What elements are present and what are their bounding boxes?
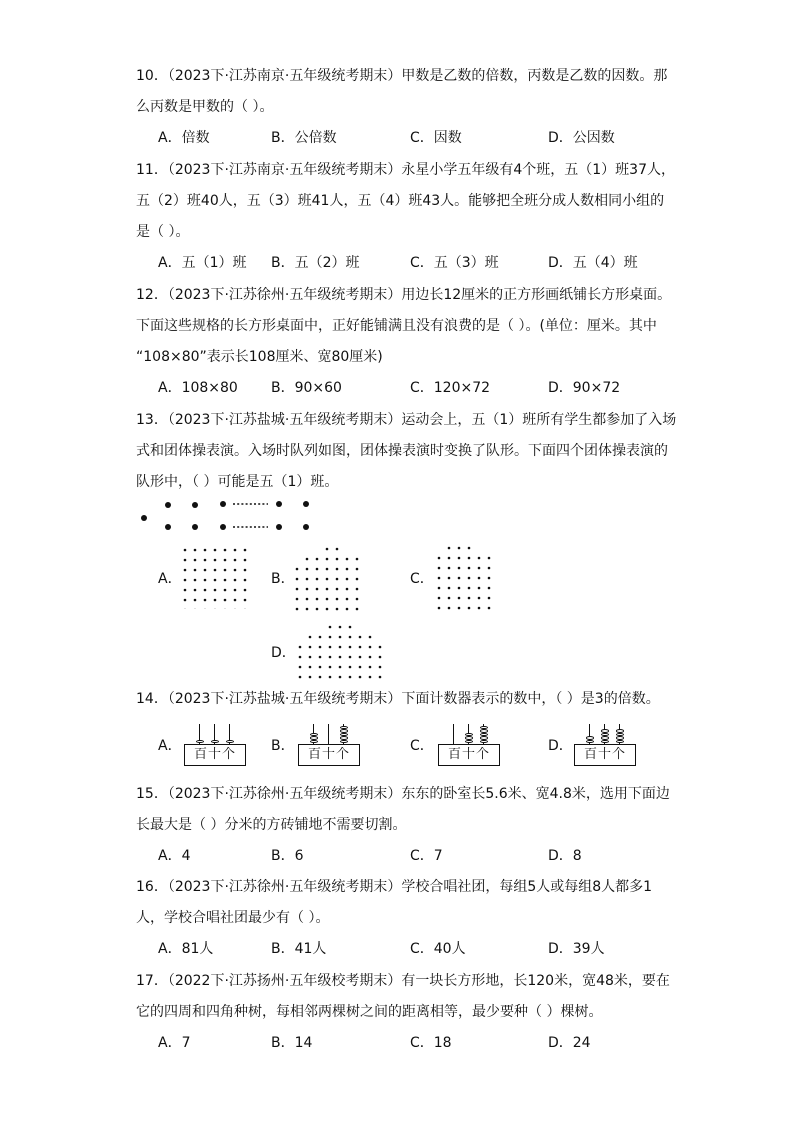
formation-dot: [194, 549, 197, 552]
formation-dot: [478, 577, 481, 580]
formation-dot: [194, 559, 197, 562]
formation-dot: [478, 557, 481, 560]
abacus-bead: [211, 740, 219, 743]
formation-dot: [204, 549, 207, 552]
formation-dot: [438, 597, 441, 600]
formation-dot: [192, 524, 198, 530]
formation-dot: [339, 636, 342, 639]
q15-option-c[interactable]: C．7: [410, 848, 443, 864]
abacus-bead: [310, 736, 318, 739]
q15-option-b[interactable]: B．6: [271, 848, 304, 864]
abacus-bead: [340, 729, 348, 732]
formation-dot: [296, 588, 299, 591]
formation-dot: [319, 676, 322, 679]
formation-dot: [458, 547, 461, 550]
formation-dot: [234, 589, 237, 592]
abacus-bead: [616, 733, 624, 736]
q10-option-b[interactable]: B．公倍数: [271, 130, 337, 146]
formation-dot: [194, 599, 197, 602]
formation-dot: [306, 598, 309, 601]
formation-dot: [468, 597, 471, 600]
abacus-bead: [310, 733, 318, 736]
q14-abacus-b[interactable]: [298, 722, 362, 768]
formation-dot: [339, 666, 342, 669]
formation-dot: [141, 515, 147, 521]
q17-option-c[interactable]: C．18: [410, 1035, 452, 1051]
formation-dot: [329, 636, 332, 639]
formation-dot: [299, 656, 302, 659]
formation-dot: [359, 676, 362, 679]
formation-dot: [349, 646, 352, 649]
q14-abacus-a[interactable]: [184, 722, 248, 768]
q13-stem-line-3: 队形中，（ ）可能是五（1）班。: [136, 474, 339, 490]
formation-dot: [346, 578, 349, 581]
formation-dot: [309, 666, 312, 669]
formation-dot: [319, 666, 322, 669]
formation-dot: [329, 676, 332, 679]
abacus-bead: [601, 740, 609, 743]
q16-option-a[interactable]: A．81人: [158, 941, 214, 957]
formation-dot: [309, 636, 312, 639]
formation-dot: [336, 608, 339, 611]
formation-dot: [194, 579, 197, 582]
formation-dot: [359, 666, 362, 669]
formation-dot: [224, 559, 227, 562]
q13-formation-b[interactable]: [294, 546, 362, 612]
q16-stem-line-1: 16．（2023下·江苏徐州·五年级统考期末）学校合唱社团，每组5人或每组8人都多1: [136, 879, 653, 895]
formation-dot: [244, 549, 247, 552]
q11-option-d[interactable]: D．五（4）班: [548, 255, 638, 271]
q13-stem-line-1: 13．（2023下·江苏盐城·五年级统考期末）运动会上，五（1）班所有学生都参加了入场: [136, 412, 677, 428]
abacus-bead: [601, 736, 609, 739]
formation-dot: [214, 579, 217, 582]
formation-dot: [326, 558, 329, 561]
abacus-bead: [601, 729, 609, 732]
q16-option-d[interactable]: D．39人: [548, 941, 605, 957]
formation-dot: [309, 676, 312, 679]
formation-dot: [326, 608, 329, 611]
q17-option-d[interactable]: D．24: [548, 1035, 591, 1051]
formation-dot: [244, 599, 247, 602]
formation-dot: [204, 559, 207, 562]
formation-dot: [458, 577, 461, 580]
formation-dot: [299, 676, 302, 679]
abacus-bead: [616, 729, 624, 732]
formation-dot: [458, 587, 461, 590]
formation-dot: [379, 656, 382, 659]
formation-dot: [369, 676, 372, 679]
abacus-bead: [465, 733, 473, 736]
q10-option-d[interactable]: D．公因数: [548, 130, 615, 146]
formation-dot: [448, 547, 451, 550]
formation-dot: [488, 587, 491, 590]
formation-dot: [346, 608, 349, 611]
formation-dot: [316, 598, 319, 601]
formation-dot: [184, 589, 187, 592]
formation-dot: [369, 666, 372, 669]
abacus-bead: [480, 736, 488, 739]
q14-option-a[interactable]: A．: [158, 738, 182, 754]
q10-stem-line-2: 么丙数是甲数的（ ）。: [136, 99, 274, 115]
q15-stem-line-1: 15．（2023下·江苏徐州·五年级统考期末）东东的卧室长5.6米、宽4.8米，选用下面边: [136, 786, 670, 802]
q15-option-a[interactable]: A．4: [158, 848, 191, 864]
abacus-bead: [616, 740, 624, 743]
q11-stem-line-1: 11．（2023下·江苏南京·五年级统考期末）永星小学五年级有4个班，五（1）班37人，: [136, 162, 675, 178]
formation-dot: [276, 524, 282, 530]
formation-dot: [448, 587, 451, 590]
formation-dot: [204, 569, 207, 572]
formation-dot: [303, 524, 309, 530]
formation-dot: [214, 559, 217, 562]
formation-dot: [458, 607, 461, 610]
q11-option-a[interactable]: A．五（1）班: [158, 255, 247, 271]
abacus-bead: [616, 736, 624, 739]
q16-stem-line-2: 人，学校合唱社团最少有（ ）。: [136, 910, 330, 926]
abacus-bead: [340, 740, 348, 743]
formation-dot: [214, 569, 217, 572]
formation-dot: [220, 524, 226, 530]
formation-dot: [309, 656, 312, 659]
formation-dot: [306, 558, 309, 561]
formation-dot: [488, 557, 491, 560]
formation-dot: [438, 557, 441, 560]
formation-dot: [349, 656, 352, 659]
q10-option-c[interactable]: C．因数: [410, 130, 462, 146]
formation-dot: [478, 607, 481, 610]
formation-dot: [359, 636, 362, 639]
formation-dot: [224, 599, 227, 602]
formation-dot: [329, 646, 332, 649]
formation-dot: [165, 502, 171, 508]
q12-stem-line-2: 下面这些规格的长方形桌面中，正好能铺满且没有浪费的是（ ）。(单位：厘米。其中: [136, 318, 657, 334]
abacus-bead: [310, 740, 318, 743]
formation-dot: [244, 559, 247, 562]
formation-dot: [339, 656, 342, 659]
q11-stem-line-3: 是（ ）。: [136, 224, 190, 240]
formation-dot: [224, 569, 227, 572]
formation-dot: [438, 567, 441, 570]
formation-dot: [316, 578, 319, 581]
formation-dot: [319, 646, 322, 649]
formation-dot: [319, 656, 322, 659]
formation-dot: [468, 557, 471, 560]
q13-option-d[interactable]: D．: [271, 645, 296, 661]
formation-dot: [346, 598, 349, 601]
formation-dot: [448, 557, 451, 560]
q13-stem-line-2: 式和团体操表演。入场时队列如图，团体操表演时变换了队形。下面四个团体操表演的: [136, 443, 668, 459]
q15-stem-line-2: 长最大是（ ）分米的方砖铺地不需要切割。: [136, 817, 407, 833]
formation-dot: [356, 598, 359, 601]
formation-dot: [438, 577, 441, 580]
formation-dot: [192, 502, 198, 508]
formation-dot: [336, 578, 339, 581]
q13-option-c[interactable]: C．: [410, 571, 434, 587]
formation-dot: [204, 579, 207, 582]
formation-dot: [234, 569, 237, 572]
formation-dot: [349, 676, 352, 679]
formation-dot: [488, 567, 491, 570]
formation-dot: [234, 559, 237, 562]
formation-dot: [339, 676, 342, 679]
formation-dot: [306, 568, 309, 571]
abacus-bead: [196, 740, 204, 743]
formation-dot: [220, 501, 226, 507]
formation-dot: [184, 559, 187, 562]
q10-stem-line-1: 10．（2023下·江苏南京·五年级统考期末）甲数是乙数的倍数，丙数是乙数的因数。那: [136, 68, 668, 84]
formation-dot: [458, 557, 461, 560]
formation-dot: [316, 558, 319, 561]
formation-dot: [339, 646, 342, 649]
q14-option-b[interactable]: B．: [271, 738, 295, 754]
q12-option-d[interactable]: D．90×72: [548, 380, 621, 396]
formation-dot: [326, 548, 329, 551]
q11-stem-line-2: 五（2）班40人，五（3）班41人，五（4）班43人。能够把全班分成人数相同小组的: [136, 193, 665, 209]
formation-dot: [234, 549, 237, 552]
formation-dot: [346, 588, 349, 591]
formation-dot: [438, 607, 441, 610]
formation-dot: [458, 597, 461, 600]
formation-dot: [224, 579, 227, 582]
formation-dot: [468, 577, 471, 580]
formation-dot: [214, 599, 217, 602]
q17-stem-line-2: 它的四周和四角种树，每相邻两棵树之间的距离相等，最少要种（ ）棵树。: [136, 1004, 603, 1020]
formation-dot: [488, 607, 491, 610]
q17-option-b[interactable]: B．14: [271, 1035, 313, 1051]
formation-dot: [296, 578, 299, 581]
abacus-rod: [453, 724, 454, 745]
formation-dot: [326, 578, 329, 581]
formation-dot: [184, 549, 187, 552]
formation-dot: [224, 549, 227, 552]
abacus-place-label: 百十个: [574, 744, 636, 766]
q12-option-b[interactable]: B．90×60: [271, 380, 342, 396]
formation-dot: [488, 597, 491, 600]
formation-dot: [346, 568, 349, 571]
formation-dot: [306, 578, 309, 581]
formation-dot: [184, 579, 187, 582]
q12-stem-line-1: 12．（2023下·江苏徐州·五年级统考期末）用边长12厘米的正方形画纸铺长方形桌面。: [136, 287, 672, 303]
abacus-place-label: 百十个: [438, 744, 500, 766]
formation-dot: [276, 501, 282, 507]
formation-dot: [194, 589, 197, 592]
formation-dot: [379, 646, 382, 649]
formation-dot: [356, 608, 359, 611]
formation-dot: [214, 589, 217, 592]
q14-option-c[interactable]: C．: [410, 738, 434, 754]
abacus-bead: [465, 736, 473, 739]
formation-dot: [448, 607, 451, 610]
q17-stem-line-1: 17．（2022下·江苏扬州·五年级校考期末）有一块长方形地，长120米，宽48米，要在: [136, 973, 670, 989]
formation-dot: [359, 646, 362, 649]
q16-option-c[interactable]: C．40人: [410, 941, 466, 957]
formation-dot: [194, 569, 197, 572]
abacus-place-label: 百十个: [298, 744, 360, 766]
abacus-bead: [226, 740, 234, 743]
abacus-bead: [586, 736, 594, 739]
formation-dot: [346, 558, 349, 561]
q11-option-c[interactable]: C．五（3）班: [410, 255, 499, 271]
formation-dot: [356, 588, 359, 591]
formation-dot: [224, 589, 227, 592]
q15-option-d[interactable]: D．8: [548, 848, 582, 864]
formation-dot: [349, 666, 352, 669]
formation-dot: [448, 567, 451, 570]
q13-entrance-formation-figure: [136, 495, 326, 535]
formation-dot: [234, 579, 237, 582]
q12-option-a[interactable]: A．108×80: [158, 380, 238, 396]
formation-dot: [244, 579, 247, 582]
formation-dot: [296, 568, 299, 571]
q16-option-b[interactable]: B．41人: [271, 941, 327, 957]
q13-option-a[interactable]: A．: [158, 571, 182, 587]
abacus-bead: [480, 733, 488, 736]
formation-dot: [329, 626, 332, 629]
formation-dot: [184, 599, 187, 602]
formation-dot: [296, 598, 299, 601]
formation-dot: [468, 607, 471, 610]
q13-formation-d[interactable]: [297, 624, 383, 682]
q13-option-b[interactable]: B．: [271, 571, 295, 587]
q13-formation-c[interactable]: [436, 545, 494, 611]
formation-dot: [369, 636, 372, 639]
formation-dot: [234, 599, 237, 602]
q10-option-a[interactable]: A．倍数: [158, 130, 210, 146]
formation-dot: [356, 558, 359, 561]
formation-dot: [303, 501, 309, 507]
formation-dot: [468, 587, 471, 590]
formation-dot: [329, 656, 332, 659]
formation-dot: [448, 577, 451, 580]
formation-dot: [478, 587, 481, 590]
abacus-place-label: 百十个: [184, 744, 246, 766]
formation-dot: [458, 567, 461, 570]
formation-dot: [468, 567, 471, 570]
formation-dot: [329, 666, 332, 669]
formation-dot: [296, 608, 299, 611]
formation-dot: [356, 578, 359, 581]
formation-dot: [336, 568, 339, 571]
formation-dot: [326, 598, 329, 601]
abacus-bead: [480, 726, 488, 729]
formation-dot: [356, 568, 359, 571]
formation-dot: [448, 597, 451, 600]
abacus-bead: [586, 740, 594, 743]
formation-dot: [316, 568, 319, 571]
q14-stem-line-1: 14．（2023下·江苏盐城·五年级统考期末）下面计数器表示的数中，（ ）是3的倍数。: [136, 691, 660, 707]
formation-dot: [306, 608, 309, 611]
formation-dot: [326, 588, 329, 591]
abacus-bead: [480, 740, 488, 743]
formation-dot: [316, 608, 319, 611]
formation-dot: [184, 569, 187, 572]
q13-formation-a[interactable]: [182, 547, 256, 609]
formation-dot: [488, 577, 491, 580]
formation-dot: [204, 589, 207, 592]
abacus-rod: [328, 724, 329, 745]
formation-dot: [379, 666, 382, 669]
q12-option-c[interactable]: C．120×72: [410, 380, 491, 396]
formation-dot: [204, 599, 207, 602]
formation-dot: [326, 568, 329, 571]
formation-dot: [369, 656, 372, 659]
formation-dot: [359, 656, 362, 659]
formation-dot: [214, 549, 217, 552]
formation-dot: [349, 636, 352, 639]
q14-abacus-d[interactable]: [574, 722, 638, 768]
abacus-bead: [340, 733, 348, 736]
formation-dot: [336, 558, 339, 561]
formation-dot: [244, 589, 247, 592]
formation-dot: [478, 597, 481, 600]
formation-dot: [306, 588, 309, 591]
q14-option-d[interactable]: D．: [548, 738, 573, 754]
formation-dot: [478, 567, 481, 570]
abacus-bead: [465, 740, 473, 743]
formation-dot: [336, 548, 339, 551]
formation-dot: [468, 547, 471, 550]
formation-dot: [339, 626, 342, 629]
formation-dot: [438, 587, 441, 590]
formation-dot: [319, 636, 322, 639]
abacus-bead: [340, 726, 348, 729]
abacus-bead: [601, 733, 609, 736]
q14-abacus-c[interactable]: [438, 722, 502, 768]
formation-dot: [309, 646, 312, 649]
q11-option-b[interactable]: B．五（2）班: [271, 255, 360, 271]
formation-dot: [299, 666, 302, 669]
formation-dot: [244, 569, 247, 572]
formation-dot: [299, 646, 302, 649]
q12-stem-line-3: “108×80”表示长108厘米、宽80厘米): [136, 349, 383, 365]
formation-dot: [369, 646, 372, 649]
abacus-bead: [480, 729, 488, 732]
formation-dot: [165, 524, 171, 530]
formation-dot: [336, 598, 339, 601]
abacus-bead: [340, 736, 348, 739]
formation-dot: [316, 588, 319, 591]
q17-option-a[interactable]: A．7: [158, 1035, 191, 1051]
formation-dot: [379, 676, 382, 679]
formation-dot: [336, 588, 339, 591]
formation-dot: [349, 626, 352, 629]
